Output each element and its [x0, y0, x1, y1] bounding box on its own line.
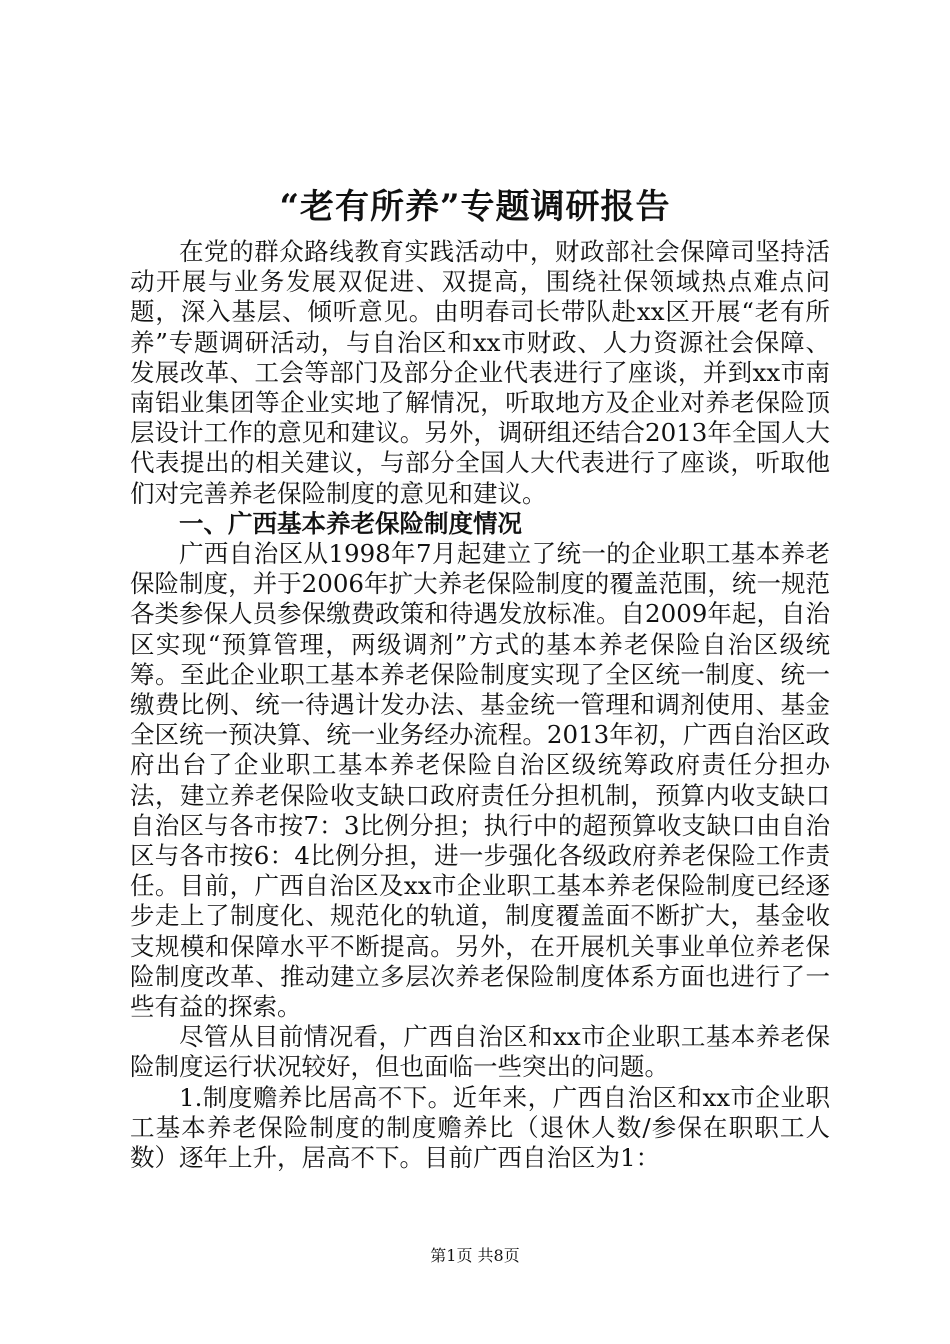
document-body: [130, 237, 830, 1173]
paragraph-dependency-ratio: 1.制度赡养比居高不下。近年来，广西自治区和xx市企业职工基本养老保险制度的制度赡养比（退休人数/参保在职职工人数）逐年上升，居高不下。目前广西自治区为1：: [130, 1082, 830, 1173]
paragraph-problems-intro: 尽管从目前情况看，广西自治区和xx市企业职工基本养老保险制度运行状况较好，但也面临一些突出的问题。: [130, 1022, 830, 1082]
page-number-footer: 第1页 共8页: [430, 1246, 520, 1265]
section-heading: 一、广西基本养老保险制度情况: [179, 508, 522, 538]
paragraph-guangxi-system: 广西自治区从1998年7月起建立了统一的企业职工基本养老保险制度，并于2006年扩大养老保险制度的覆盖范围，统一规范各类参保人员参保缴费政策和待遇发放标准。自2009年起，自治区实现“预算管理，两级调剂”方式的基本养老保险自治区级统筹。至此企业职工基本养老保险制度实现了全区统一制度、统一缴费比例、统一待遇计发办法、基金统一管理和调剂使用、基金全区统一预决算、统一业务经办流程。2013年初，广西自治区政府出台了企业职工基本养老保险自治区级统筹政府责任分担办法，建立养老保险收支缺口政府责任分担机制，预算内收支缺口自治区与各市按7：3比例分担；执行中的超预算收支缺口由自治区与各市按6：4比例分担，进一步强化各级政府养老保险工作责任。目前，广西自治区及xx市企业职工基本养老保险制度已经逐步走上了制度化、规范化的轨道，制度覆盖面不断扩大，基金收支规模和保障水平不断提高。另外，在开展机关事业单位养老保险制度改革、推动建立多层次养老保险制度体系方面也进行了一些有益的探索。: [130, 539, 830, 1022]
paragraph-intro: 在党的群众路线教育实践活动中，财政部社会保障司坚持活动开展与业务发展双促进、双提高，围绕社保领域热点难点问题，深入基层、倾听意见。由明春司长带队赴xx区开展“老有所养”专题调研活动，与自治区和xx市财政、人力资源社会保障、发展改革、工会等部门及部分企业代表进行了座谈，并到xx市南南铝业集团等企业实地了解情况，听取地方及企业对养老保险顶层设计工作的意见和建议。另外，调研组还结合2013年全国人大代表提出的相关建议，与部分全国人大代表进行了座谈，听取他们对完善养老保险制度的意见和建议。: [130, 237, 830, 508]
page-title: “老有所养”专题调研报告: [279, 187, 671, 227]
